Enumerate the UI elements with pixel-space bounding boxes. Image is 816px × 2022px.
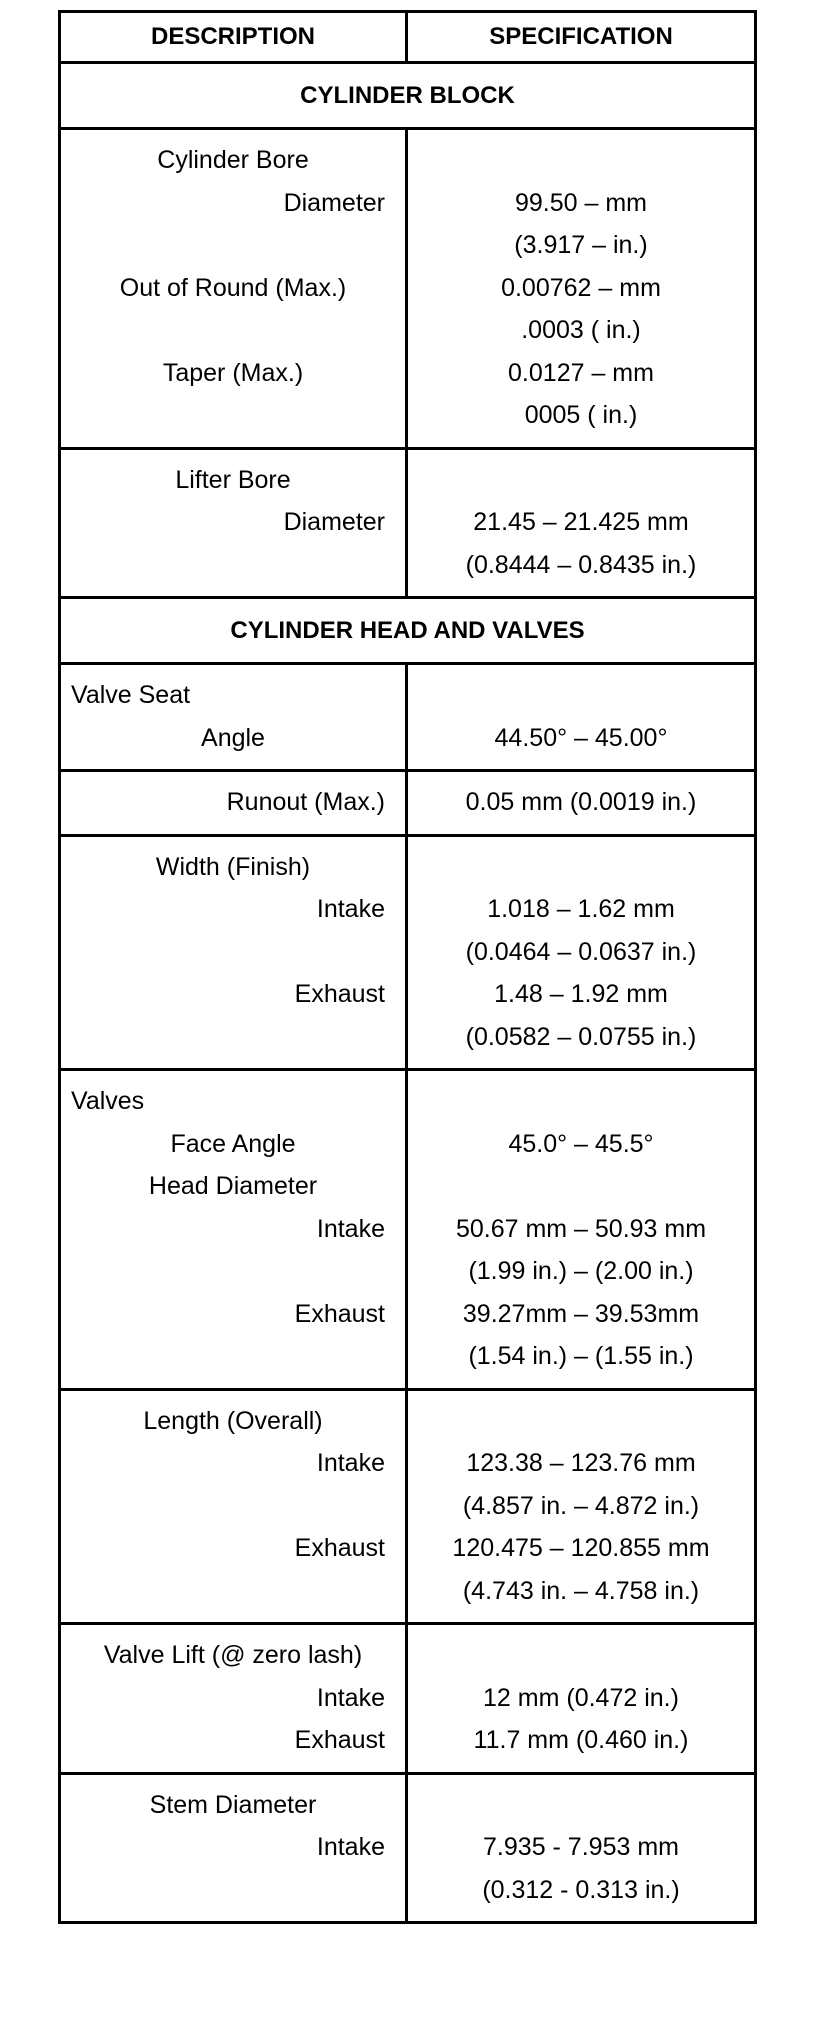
description-text: Valves [71,1087,145,1115]
specification-cell [408,837,754,1069]
description-text: Diameter [283,188,385,217]
specification-value: 120.475 – 120.855 mm [452,1534,710,1562]
specification-value [408,1080,754,1123]
description-text: Exhaust [294,1534,385,1562]
description-text: Exhaust [294,1726,385,1754]
specification-value: (0.312 - 0.313 in.) [482,1875,680,1904]
specification-cell [408,1391,754,1623]
specification-value: 1.48 – 1.92 mm [494,980,668,1008]
specification-value: 39.27mm – 39.53mm [462,1299,700,1328]
description-text [61,1485,405,1528]
specification-value [408,139,754,182]
description-cell [61,772,408,834]
specification-value: (3.917 – in.) [514,231,648,259]
description-text: Head Diameter [148,1172,318,1200]
specification-cell [408,1071,754,1388]
description-text: Angle [201,723,265,752]
description-column-header: DESCRIPTION [61,13,408,61]
specification-value: 0.05 mm (0.0019 in.) [465,788,697,816]
specification-value: 0005 ( in.) [524,401,638,429]
description-text: Intake [316,1214,385,1243]
table-body [61,64,754,1921]
specification-value: 99.50 – mm [514,188,647,217]
specification-value: 0.0127 – mm [508,358,654,387]
specification-value: 11.7 mm (0.460 in.) [473,1726,689,1754]
specification-value [408,674,754,717]
table-header-row [61,13,754,64]
specification-value: (1.99 in.) – (2.00 in.) [468,1257,694,1285]
specification-value: 0.00762 – mm [501,273,661,302]
specification-value: 12 mm (0.472 in.) [483,1683,679,1712]
specification-value [408,846,754,889]
description-text: Cylinder Bore [157,146,309,174]
specification-value: 45.0° – 45.5° [508,1129,654,1158]
description-text: Intake [316,1833,385,1861]
description-text [61,1016,405,1059]
specification-value: 123.38 – 123.76 mm [466,1449,696,1477]
description-text: Width (Finish) [155,852,311,881]
specification-column-header: SPECIFICATION [489,23,673,50]
specification-cell [408,772,754,834]
description-text: Intake [316,895,385,923]
description-text [61,1335,405,1378]
description-text: Intake [316,1683,385,1712]
specification-value [408,1784,754,1827]
specification-value: 44.50° – 45.00° [494,723,668,752]
description-text: Exhaust [294,1299,385,1328]
specification-cell [408,450,754,597]
specification-value: 21.45 – 21.425 mm [473,508,689,536]
description-text: Stem Diameter [149,1790,317,1819]
specification-value: (0.0582 – 0.0755 in.) [465,1022,697,1051]
description-cell [61,837,408,1069]
specification-value: (4.857 in. – 4.872 in.) [462,1491,700,1520]
description-text [61,1570,405,1613]
description-text: Length (Overall) [143,1406,323,1435]
specification-value [408,1634,754,1677]
specification-cell [408,130,754,447]
description-text [61,224,405,267]
description-text: Diameter [283,508,385,536]
section-title: CYLINDER HEAD AND VALVES [61,599,754,665]
description-text [61,931,405,974]
specification-value [408,1400,754,1443]
specification-cell [408,1775,754,1922]
description-text [61,1250,405,1293]
description-cell [61,1625,408,1772]
description-text: Runout (Max.) [226,788,385,816]
specification-table [58,10,757,1924]
description-text: Taper (Max.) [162,358,304,387]
table-row [61,665,754,772]
description-text: Valve Seat [71,681,191,709]
table-row [61,130,754,450]
description-cell [61,1391,408,1623]
specification-value: (1.54 in.) – (1.55 in.) [468,1342,694,1370]
specification-value: 7.935 - 7.953 mm [483,1833,679,1861]
table-row [61,772,754,837]
specification-value: (0.8444 – 0.8435 in.) [465,550,697,579]
description-text: Valve Lift (@ zero lash) [103,1641,363,1669]
section-title: CYLINDER BLOCK [61,64,754,130]
table-row [61,1775,754,1922]
description-text [61,1869,405,1912]
description-text: Face Angle [170,1129,296,1158]
description-text [61,544,405,587]
table-row [61,837,754,1072]
description-text [61,309,405,352]
specification-cell [408,665,754,769]
description-cell [61,1071,408,1388]
specification-value: .0003 ( in.) [521,316,641,344]
description-cell [61,130,408,447]
description-text: Lifter Bore [175,465,291,494]
table-row [61,450,754,600]
description-text: Out of Round (Max.) [119,273,347,302]
specification-value [408,459,754,502]
specification-cell [408,1625,754,1772]
table-row [61,1391,754,1626]
specification-value: 1.018 – 1.62 mm [487,895,675,923]
table-row [61,1071,754,1391]
description-text: Exhaust [294,980,385,1008]
table-row [61,1625,754,1775]
description-cell [61,450,408,597]
specification-value: 50.67 mm – 50.93 mm [455,1214,707,1243]
description-text [61,394,405,437]
description-cell [61,1775,408,1922]
description-cell [61,665,408,769]
description-text: Intake [316,1449,385,1477]
specification-value [408,1165,754,1208]
specification-value: (4.743 in. – 4.758 in.) [462,1576,700,1605]
specification-value: (0.0464 – 0.0637 in.) [465,937,697,966]
